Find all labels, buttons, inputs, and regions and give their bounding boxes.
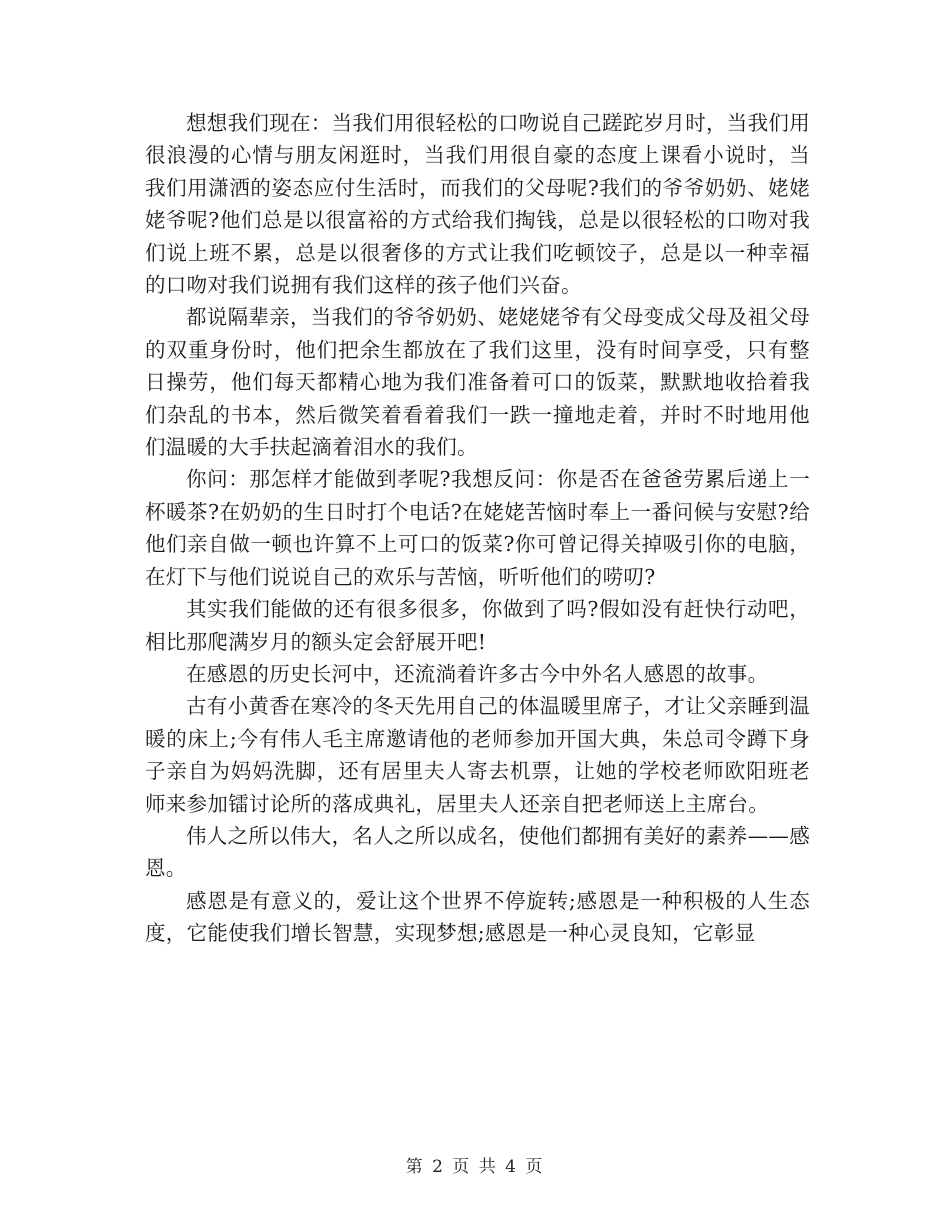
page-number-footer: 第 2 页 共 4 页 (405, 1157, 545, 1177)
paragraph-6: 古有小黄香在寒冷的冬天先用自己的体温暖里席子，才让父亲睡到温暖的床上;今有伟人毛主席邀请他的老师参加开国大典，朱总司令蹲下身子亲自为妈妈洗脚，还有居里夫人寄去机票，让她的学校老师欧阳班老师来参加镭讨论所的落成典礼，居里夫人还亲自把老师送上主席台。 (145, 694, 810, 816)
paragraph-1: 想想我们现在：当我们用很轻松的口吻说自己蹉跎岁月时，当我们用很浪漫的心情与朋友闲逛时，当我们用很自豪的态度上课看小说时，当我们用潇洒的姿态应付生活时，而我们的父母呢?我们的爷爷奶奶、姥姥姥爷呢?他们总是以很富裕的方式给我们掏钱，总是以很轻松的口吻对我们说上班不累，总是以很奢侈的方式让我们吃顿饺子，总是以一种幸福的口吻对我们说拥有我们这样的孩子他们兴奋。 (145, 111, 810, 298)
paragraph-7: 伟人之所以伟大，名人之所以成名，使他们都拥有美好的素养——感恩。 (145, 823, 810, 881)
paragraph-3: 你问：那怎样才能做到孝呢?我想反问：你是否在爸爸劳累后递上一杯暖茶?在奶奶的生日时打个电话?在姥姥苦恼时奉上一番问候与安慰?给他们亲自做一顿也许算不上可口的饭菜?你可曾记得关掉吸引你的电脑，在灯下与他们说说自己的欢乐与苦恼，听听他们的唠叨? (145, 467, 810, 589)
paragraph-2: 都说隔辈亲，当我们的爷爷奶奶、姥姥姥爷有父母变成父母及祖父母的双重身份时，他们把余生都放在了我们这里，没有时间享受，只有整日操劳，他们每天都精心地为我们准备着可口的饭菜，默默地收拾着我们杂乱的书本，然后微笑着看着我们一跌一撞地走着，并时不时地用他们温暖的大手扶起滴着泪水的我们。 (145, 305, 810, 460)
body-text (145, 107, 810, 950)
paragraph-5: 在感恩的历史长河中，还流淌着许多古今中外名人感恩的故事。 (186, 661, 769, 686)
paragraph-8: 感恩是有意义的，爱让这个世界不停旋转;感恩是一种积极的人生态度，它能使我们增长智慧，实现梦想;感恩是一种心灵良知，它彰显 (145, 888, 810, 946)
paragraph-4: 其实我们能做的还有很多很多，你做到了吗?假如没有赶快行动吧，相比那爬满岁月的额头定会舒展开吧! (145, 597, 810, 654)
